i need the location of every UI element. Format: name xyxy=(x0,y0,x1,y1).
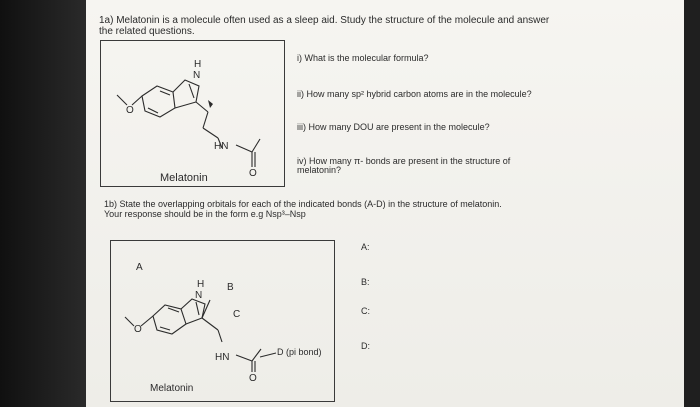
answer-label-c: C: xyxy=(361,306,370,316)
question-ii: ii) How many sp² hybrid carbon atoms are in the molecule? xyxy=(297,89,532,99)
atom-h-2: H xyxy=(197,279,205,290)
label-b: B xyxy=(227,282,234,293)
label-a: A xyxy=(136,262,143,273)
atom-hn-1: HN xyxy=(214,141,229,152)
question-iii: iii) How many DOU are present in the molecule? xyxy=(297,122,490,132)
question-i: i) What is the molecular formula? xyxy=(297,53,429,63)
question-iv-line2: melatonin? xyxy=(297,165,342,175)
question-1b-line2: Your response should be in the form e.g Nsp³–Nsp xyxy=(104,209,306,219)
structure-2-name: Melatonin xyxy=(150,383,194,394)
atom-hn-2: HN xyxy=(215,352,230,363)
answer-label-a: A: xyxy=(361,242,370,252)
question-1a-line2: the related questions. xyxy=(99,26,195,37)
atom-n-1: N xyxy=(193,70,201,81)
question-1a-line1: 1a) Melatonin is a molecule often used as a sleep aid. Study the structure of the molecule and answer xyxy=(99,15,550,26)
atom-o-carbonyl-1: O xyxy=(249,168,257,179)
question-iv-line1: iv) How many π- bonds are present in the structure of xyxy=(297,156,511,166)
atom-o-methoxy-2: O xyxy=(134,324,142,335)
atom-h-1: H xyxy=(194,59,202,70)
atom-n-2: N xyxy=(195,290,203,301)
label-d: D (pi bond) xyxy=(277,347,322,357)
atom-o-carbonyl-2: O xyxy=(249,373,257,384)
answer-label-d: D: xyxy=(361,341,370,351)
label-c: C xyxy=(233,309,241,320)
atom-o-methoxy-1: O xyxy=(126,105,134,116)
answer-label-b: B: xyxy=(361,277,370,287)
question-1b-line1: 1b) State the overlapping orbitals for each of the indicated bonds (A-D) in the structure of melatonin. xyxy=(104,199,502,209)
structure-1-name: Melatonin xyxy=(160,172,208,184)
